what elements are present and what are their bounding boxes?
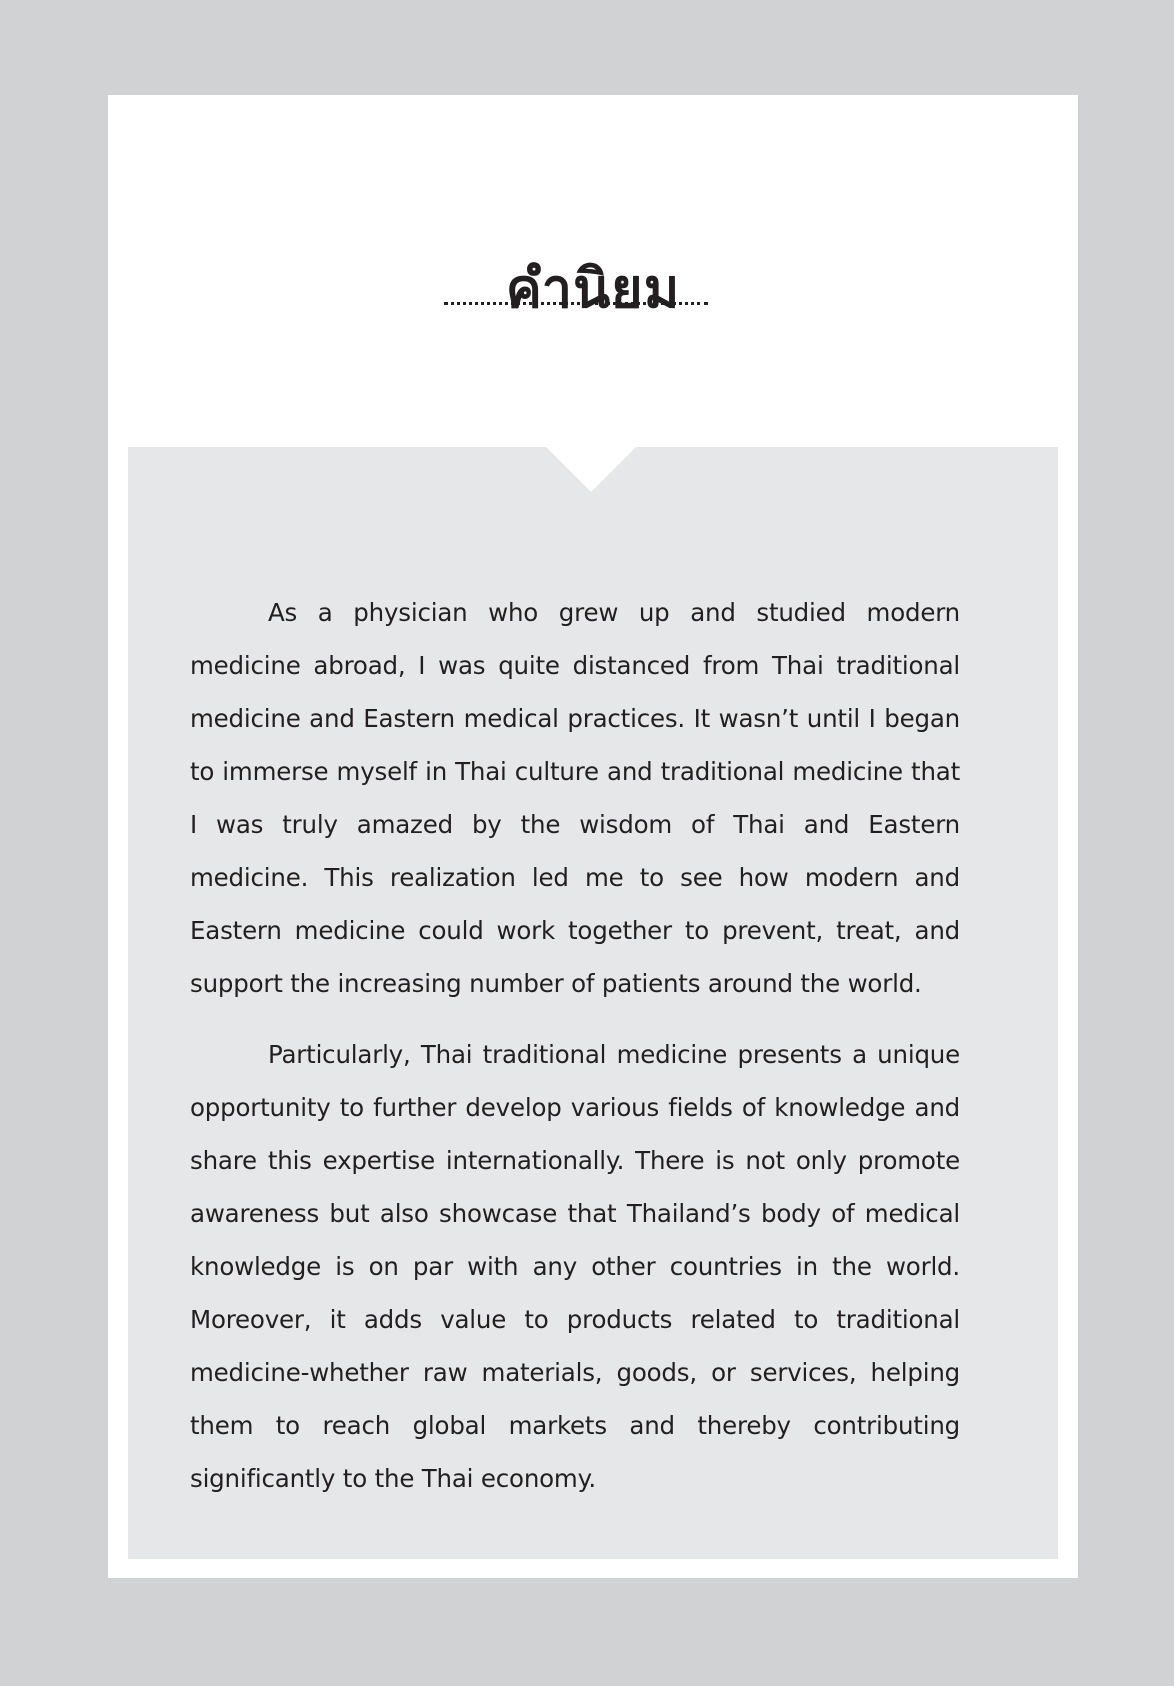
notch-triangle [546,447,636,492]
page [108,95,1078,1578]
title-dotted-underline [444,302,708,305]
page-title: คำนิยม [505,257,681,321]
body-text [190,586,960,1523]
paragraph-2: Particularly, Thai traditional medicine presents a unique opportunity to further develop various fields of knowledge and share this expertise internationally. There is not only promote awareness but also showcase that Thailand’s body of medical knowledge is on par with any other countries in the world. Moreover, it adds value to products related to traditional medicine-whether raw materials, goods, or services, helping them to reach global markets and thereby contributing significantly to the Thai economy. [190,1040,960,1493]
paragraph-1: As a physician who grew up and studied modern medicine abroad, I was quite distanced from Thai traditional medicine and Eastern medical practices. It wasn’t until I began to immerse myself in Thai culture and traditional medicine that I was truly amazed by the wisdom of Thai and Eastern medicine. This realization led me to see how modern and Eastern medicine could work together to prevent, treat, and support the increasing number of patients around the world. [190,598,960,998]
content-box [128,447,1058,1559]
